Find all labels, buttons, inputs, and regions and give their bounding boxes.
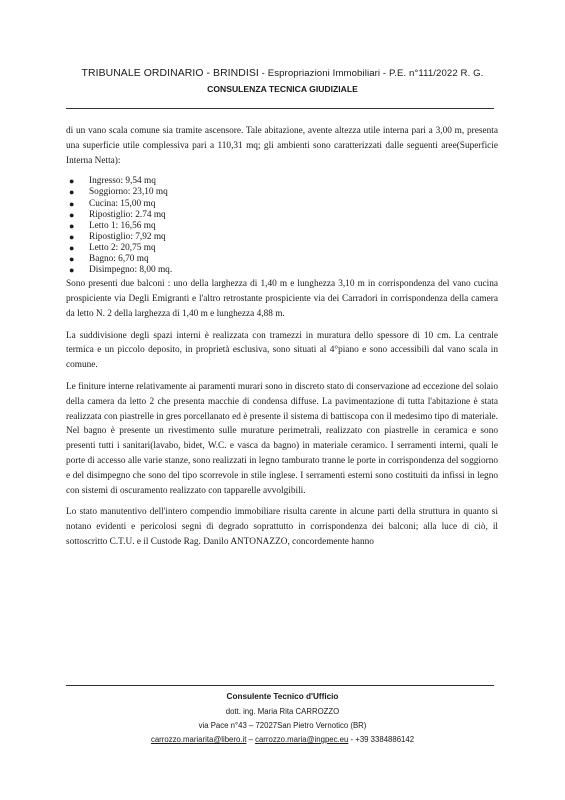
list-item	[66, 243, 498, 254]
email-link-pec[interactable]: carrozzo.maria@ingpec.eu	[255, 735, 349, 744]
footer-role: Consulente Tecnico d'Ufficio	[226, 692, 339, 701]
case-reference: Espropriazioni Immobiliari - P.E. n°111/2022 R. G.	[267, 68, 484, 79]
bullet-icon: ●	[69, 187, 75, 198]
room-entry: Letto 2: 20,75 mq	[89, 242, 156, 253]
email-link-personal[interactable]: carrozzo.mariarita@libero.it	[150, 735, 247, 744]
phone-number: - +39 3384886142	[348, 735, 415, 744]
footer-address: via Pace n°43 – 72027San Pietro Vernotico (BR)	[198, 721, 367, 730]
bullet-icon: ●	[69, 231, 75, 242]
room-entry: Disimpegno: 8,00 mq.	[89, 265, 173, 276]
finishes-paragraph: Le finiture interne relativamente ai paramenti murari sono in discreto stato di conservazione ad eccezione del solaio della camera da letto 2 che presenta macchie di condensa diffuse. La pavimentazione di tutta l'abitazione è stata realizzata con piastrelle in gres porcellanato ed è presente il sistema di battiscopa con il medesimo tipo di materiale. Nel bagno è presente un rivestimento sulle murature perimetrali, realizzato con piastrelle in ceramica e sono presenti tutti i sanitari(lavabo, bidet, W.C. e vasca da bagno) in materiale ceramico. I serramenti interni, quali le porte di accesso alle varie stanze, sono realizzati in legno tamburato tranne le porte in corrispondenza del soggiorno e del disimpegno che sono del tipo scorrevole in stile inglese. I serramenti esterni sono costituiti da infissi in legno con sistemi di oscuramento realizzato con tapparelle avvolgibili.	[66, 382, 498, 496]
contact-separator: –	[246, 735, 256, 744]
bullet-icon: ●	[69, 220, 75, 231]
list-item	[66, 265, 498, 276]
room-entry: Ingresso: 9,54 mq	[89, 176, 156, 187]
room-entry: Soggiorno: 23,10 mq	[89, 187, 168, 198]
rooms-list	[66, 176, 498, 276]
list-item	[66, 210, 498, 221]
bullet-icon: ●	[69, 209, 75, 220]
list-item	[66, 187, 498, 198]
bullet-icon: ●	[69, 198, 75, 209]
footer-divider	[66, 685, 494, 686]
list-item	[66, 221, 498, 232]
bullet-icon: ●	[69, 265, 75, 276]
bullet-icon: ●	[69, 176, 75, 187]
list-item	[66, 232, 498, 243]
room-entry: Cucina: 15,00 mq	[89, 198, 156, 209]
bullet-icon: ●	[69, 242, 75, 253]
header-separator: -	[258, 68, 268, 79]
balconies-paragraph: Sono presenti due balconi : uno della larghezza di 1,40 m e lunghezza 3,10 m in corrispondenza del vano cucina prospiciente via Degli Emigranti e l'altro retrostante prospiciente via dei Carradori in corrispondenza della camera da letto N. 2 della larghezza di 1,40 m e lunghezza 4,88 m.	[66, 279, 498, 319]
court-name: TRIBUNALE ORDINARIO - BRINDISI	[81, 68, 259, 79]
maintenance-paragraph: Lo stato manutentivo dell'intero compendio immobiliare risulta carente in alcune parti della struttura in quanto si notano evidenti e pericolosi segni di degrado soprattutto in corrispondenza dei balconi; alla luce di ciò, il sottoscritto C.T.U. e il Custode Rag. Danilo ANTONAZZO, concordemente hanno	[66, 507, 498, 547]
list-item	[66, 254, 498, 265]
room-entry: Bagno: 6,70 mq	[89, 254, 149, 265]
room-entry: Ripostiglio: 2.74 mq	[89, 209, 166, 220]
room-entry: Letto 1: 16,56 mq	[89, 220, 156, 231]
room-entry: Ripostiglio: 7,92 mq	[89, 231, 166, 242]
footer-name: dott. ing. Maria Rita CARROZZO	[225, 707, 340, 716]
bullet-icon: ●	[69, 254, 75, 265]
list-item	[66, 176, 498, 187]
document-subtitle: CONSULENZA TECNICA GIUDIZIALE	[207, 84, 358, 94]
intro-paragraph: di un vano scala comune sia tramite ascensore. Tale abitazione, avente altezza utile interna pari a 3,00 m, presenta una superficie utile complessiva pari a 110,31 mq; gli ambienti sono caratterizzati dalle seguenti aree(Superficie Interna Netta):	[66, 126, 498, 166]
header-line	[0, 68, 565, 79]
document-body	[66, 124, 498, 550]
list-item	[66, 199, 498, 210]
footer-contacts	[0, 735, 565, 744]
header-divider	[66, 108, 494, 109]
subdivision-paragraph: La suddivisione degli spazi interni è realizzata con tramezzi in muratura dello spessore di 10 cm. La centrale termica e un piccolo deposito, in proprietà esclusiva, sono situati al 4°piano e sono accessibili dal vano scala in comune.	[66, 330, 498, 371]
